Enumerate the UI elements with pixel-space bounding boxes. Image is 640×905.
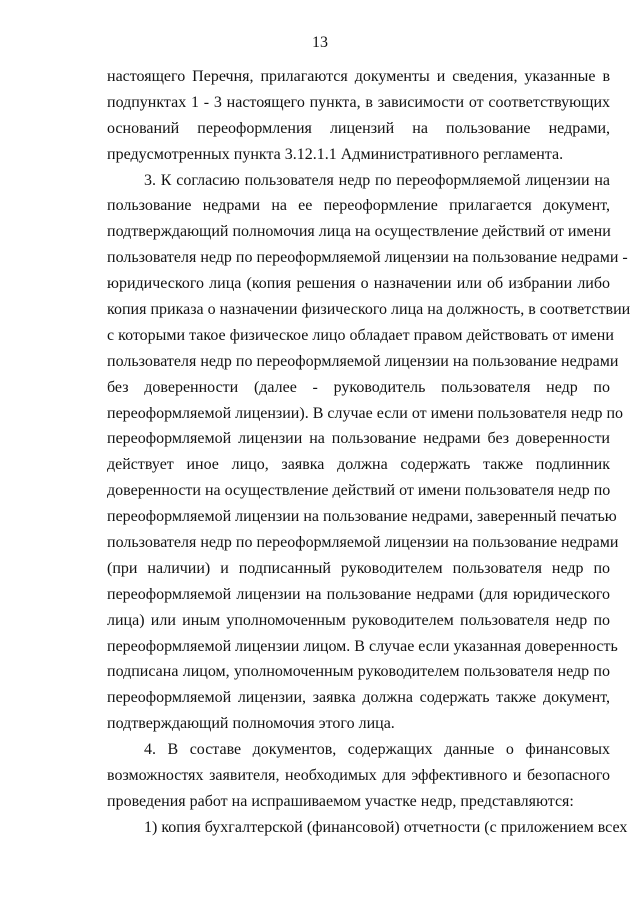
text-line: 1) копия бухгалтерской (финансовой) отчетности (с приложением всех bbox=[144, 818, 628, 836]
text-line: с которыми такое физическое лицо обладает правом действовать от имени bbox=[107, 326, 614, 344]
text-line: без доверенности (далее - руководитель пользователя недр по bbox=[107, 378, 610, 396]
text-line: 4. В составе документов, содержащих данные о финансовых bbox=[144, 741, 610, 759]
text-line: пользователя недр по переоформляемой лицензии на пользование недрами bbox=[107, 352, 619, 370]
text-line: переоформляемой лицензии на пользование недрами без доверенности bbox=[107, 430, 610, 448]
text-line: лица) или иным уполномоченным руководителем пользователя недр по bbox=[107, 611, 610, 629]
text-line: доверенности на осуществление действий от имени пользователя недр по bbox=[107, 482, 611, 500]
text-line: переоформляемой лицензии). В случае если от имени пользователя недр по bbox=[107, 404, 624, 422]
text-line: переоформляемой лицензии на пользование недрами (для юридического bbox=[107, 585, 610, 603]
page-number: 13 bbox=[312, 34, 328, 51]
text-line: подпунктах 1 - 3 настоящего пункта, в зависимости от соответствующих bbox=[107, 93, 610, 111]
text-line: настоящего Перечня, прилагаются документы и сведения, указанные в bbox=[107, 68, 610, 85]
text-line: подтверждающий полномочия этого лица. bbox=[107, 715, 395, 733]
text-line: (при наличии) и подписанный руководителем пользователя недр по bbox=[107, 559, 610, 577]
text-line: подтверждающий полномочия лица на осуществление действий от имени bbox=[107, 223, 611, 241]
text-line: юридического лица (копия решения о назначении или об избрании либо bbox=[107, 275, 610, 293]
text-line: пользователя недр по переоформляемой лицензии на пользование недрами bbox=[107, 534, 619, 552]
text-line: переоформляемой лицензии на пользование недрами, заверенный печатью bbox=[107, 508, 617, 526]
document-body bbox=[107, 64, 631, 841]
text-line: действует иное лицо, заявка должна содержать также подлинник bbox=[107, 456, 610, 474]
text-line: переоформляемой лицензии лицом. В случае если указанная доверенность bbox=[107, 637, 618, 655]
text-line: пользователя недр по переоформляемой лицензии на пользование недрами - bbox=[107, 249, 628, 267]
text-line: подписана лицом, уполномоченным руководителем пользователя недр по bbox=[107, 663, 610, 681]
text-line: 3. К согласию пользователя недр по переоформляемой лицензии на bbox=[144, 171, 610, 189]
text-line: возможностях заявителя, необходимых для эффективного и безопасного bbox=[107, 767, 610, 785]
text-line: проведения работ на испрашиваемом участке недр, представляются: bbox=[107, 792, 574, 810]
text-line: предусмотренных пункта 3.12.1.1 Административного регламента. bbox=[107, 145, 564, 163]
text-line: пользование недрами на ее переоформление прилагается документ, bbox=[107, 197, 610, 215]
text-line: переоформляемой лицензии, заявка должна содержать также документ, bbox=[107, 689, 610, 707]
text-line: копия приказа о назначении физического лица на должность, в соответствии bbox=[107, 301, 631, 319]
text-line: оснований переоформления лицензий на пользование недрами, bbox=[107, 119, 610, 137]
